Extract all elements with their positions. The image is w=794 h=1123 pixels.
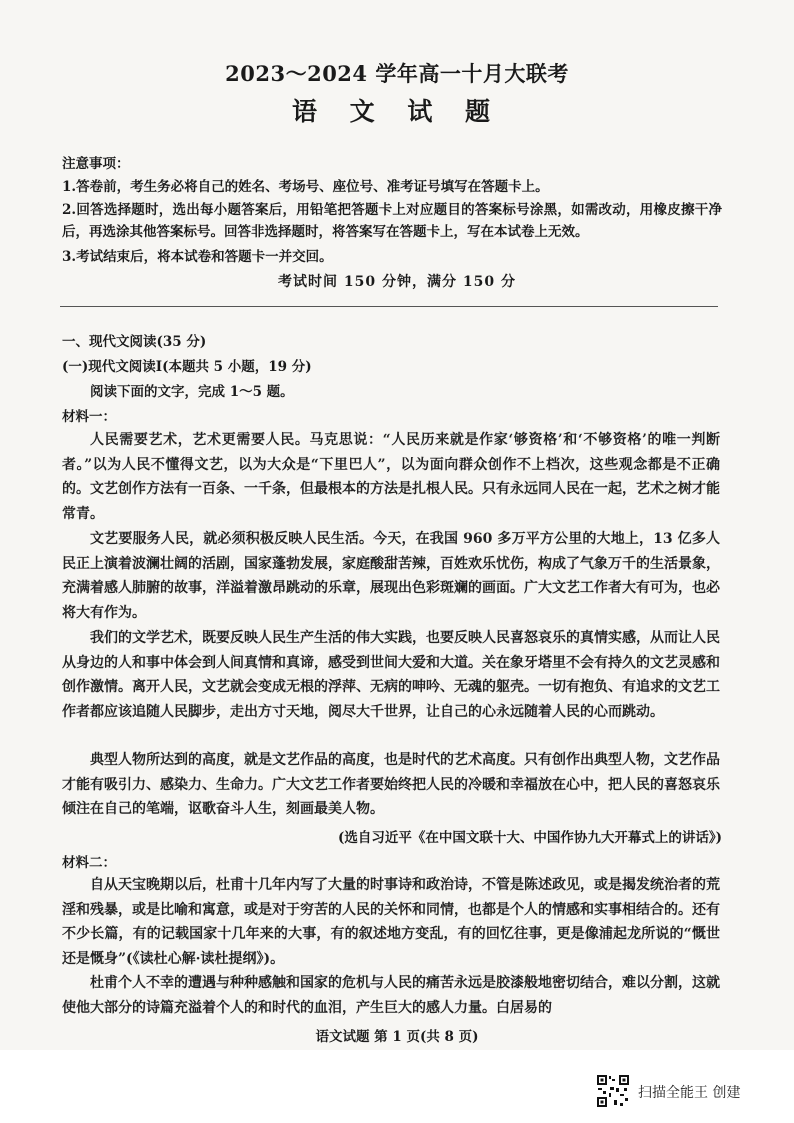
material-1-paragraph: 典型人物所达到的高度，就是文艺作品的高度，也是时代的艺术高度。只有创作出典型人物，文艺作品才能有吸引力、感染力、生命力。广大文艺工作者要始终把人民的冷暖和幸福放在心中，把人民的喜怒哀乐倾注在自己的笔端，讴歌奋斗人生，刻画最美人物。 — [62, 752, 720, 817]
instruction: 阅读下面的文字，完成 1～5 题。 — [90, 384, 294, 400]
material-2-paragraph: 杜甫个人不幸的遭遇与种种感触和国家的危机与人民的痛苦永远是胶漆般地密切结合，难以分割，这就使他大部分的诗篇充溢着个人的和时代的血泪，产生巨大的感人力量。白居易的 — [62, 975, 720, 1016]
divider — [60, 306, 718, 307]
exam-title: 2023～2024 学年高一十月大联考 — [225, 61, 569, 86]
material-1-paragraph: 文艺要服务人民，就必须积极反映人民生活。今天，在我国 960 多万平方公里的大地上，13 亿多人民正上演着波澜壮阔的活剧，国家蓬勃发展，家庭酸甜苦辣，百姓欢乐忧伤，构成了气象万千的生活景象，充满着感人肺腑的故事，洋溢着激昂跳动的乐章，展现出色彩斑斓的画面。广大文艺工作者大有可为，也必将大有作为。 — [62, 531, 720, 621]
exam-time: 考试时间 150 分钟，满分 150 分 — [278, 274, 516, 290]
section-heading: 一、现代文阅读(35 分) — [62, 334, 207, 350]
qr-code-icon — [596, 1074, 630, 1108]
notice-heading: 注意事项： — [62, 156, 130, 172]
notice-item: 1.答卷前，考生务必将自己的姓名、考场号、座位号、准考证号填写在答题卡上。 — [62, 179, 549, 195]
material-1-paragraph: 人民需要艺术，艺术更需要人民。马克思说：“人民历来就是作家‘够资格’和‘不够资格’的唯一判断者。”以为人民不懂得文艺，以为大众是“下里巴人”，以为面向群众创作不上档次，这些观念都是不正确的。文艺创作方法有一百条、一千条，但最根本的方法是扎根人民。只有永远同人民在一起，艺术之树才能常青。 — [62, 432, 720, 522]
material-2-label: 材料二： — [62, 855, 116, 871]
material-1-source: (选自习近平《在中国文联十大、中国作协九大开幕式上的讲话》) — [337, 830, 722, 846]
exam-subject: 语 文 试 题 — [291, 97, 503, 126]
notice-item: 3.考试结束后，将本试卷和答题卡一并交回。 — [62, 249, 333, 265]
scanner-watermark: 扫描全能王 创建 — [638, 1085, 741, 1101]
subsection-heading: (一)现代文阅读Ⅰ(本题共 5 小题，19 分) — [62, 359, 312, 375]
page-footer: 语文试题 第 1 页(共 8 页) — [315, 1029, 479, 1045]
notice-item: 2.回答选择题时，选出每小题答案后，用铅笔把答题卡上对应题目的答案标号涂黑，如需改动，用橡皮擦干净后，再选涂其他答案标号。回答非选择题时，将答案写在答题卡上，写在本试卷上无效。 — [62, 202, 722, 240]
material-1-paragraph: 我们的文学艺术，既要反映人民生产生活的伟大实践，也要反映人民喜怒哀乐的真情实感，从而让人民从身边的人和事中体会到人间真情和真谛，感受到世间大爱和大道。关在象牙塔里不会有持久的文艺灵感和创作激情。离开人民，文艺就会变成无根的浮萍、无病的呻吟、无魂的躯壳。一切有抱负、有追求的文艺工作者都应该追随人民脚步，走出方寸天地，阅尽大千世界，让自己的心永远随着人民的心而跳动。 — [62, 630, 720, 720]
material-2-paragraph: 自从天宝晚期以后，杜甫十几年内写了大量的时事诗和政治诗，不管是陈述政见，或是揭发统治者的荒淫和残暴，或是比喻和寓意，或是对于穷苦的人民的关怀和同情，也都是个人的情感和实事相结合的。还有不少长篇，有的记载国家十几年来的大事，有的叙述地方变乱，有的回忆往事，更是像浦起龙所说的“慨世还是慨身”(《读杜心解·读杜提纲》)。 — [62, 877, 720, 967]
material-1-label: 材料一： — [62, 409, 116, 425]
